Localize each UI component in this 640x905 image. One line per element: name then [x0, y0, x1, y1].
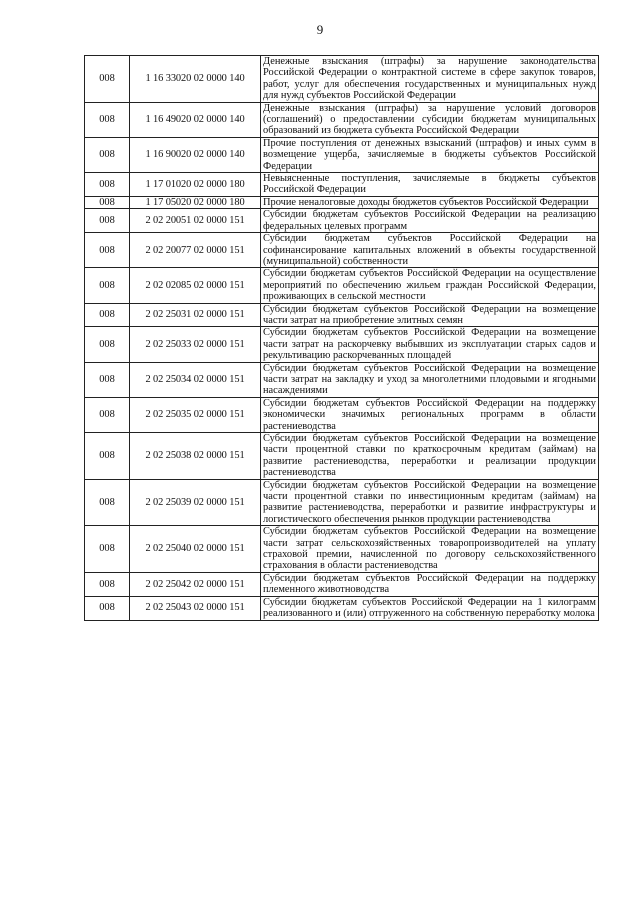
kbk-code-cell: 1 17 01020 02 0000 180 — [130, 173, 261, 197]
kbk-code-cell: 1 16 90020 02 0000 140 — [130, 137, 261, 172]
revenue-name-cell: Субсидии бюджетам субъектов Российской Федерации на осуществление мероприятий по обеспечению жильем граждан Российской Федерации, проживающих в сельской местности — [261, 268, 599, 303]
table-row — [85, 196, 599, 208]
admin-code-cell: 008 — [85, 196, 130, 208]
revenue-name-cell: Денежные взыскания (штрафы) за нарушение условий договоров (соглашений) о предоставлении субсидии бюджетам муниципальных образований из бюджета субъекта Российской Федерации — [261, 102, 599, 137]
table-row — [85, 173, 599, 197]
kbk-code-cell: 2 02 25034 02 0000 151 — [130, 362, 261, 397]
revenue-name-cell: Субсидии бюджетам субъектов Российской Федерации на поддержку экономически значимых региональных программ в области растениеводства — [261, 397, 599, 432]
revenue-name-cell: Субсидии бюджетам субъектов Российской Федерации на возмещение части процентной ставки по инвестиционным кредитам (займам) на развитие растениеводства, переработки и развитие инфраструктуры и логистического обеспечения рынков продукции растениеводства — [261, 479, 599, 526]
table-row — [85, 479, 599, 526]
kbk-code-cell: 2 02 02085 02 0000 151 — [130, 268, 261, 303]
revenue-name-cell: Субсидии бюджетам субъектов Российской Федерации на 1 килограмм реализованного и (или) отгруженного на собственную переработку молока — [261, 596, 599, 620]
admin-code-cell: 008 — [85, 303, 130, 327]
revenue-name-cell: Субсидии бюджетам субъектов Российской Федерации на возмещение части затрат на закладку и уход за многолетними плодовыми и ягодными насаждениями — [261, 362, 599, 397]
admin-code-cell: 008 — [85, 173, 130, 197]
table-row — [85, 572, 599, 596]
admin-code-cell: 008 — [85, 268, 130, 303]
revenue-name-cell: Субсидии бюджетам субъектов Российской Федерации на возмещение части затрат сельскохозяйственных товаропроизводителей на уплату страховой премии, начисленной по договору сельскохозяйственного страхования в области растениеводства — [261, 526, 599, 573]
kbk-code-cell: 2 02 25033 02 0000 151 — [130, 327, 261, 362]
admin-code-cell: 008 — [85, 102, 130, 137]
admin-code-cell: 008 — [85, 572, 130, 596]
table-row — [85, 209, 599, 233]
table-row — [85, 596, 599, 620]
table-row — [85, 327, 599, 362]
kbk-code-cell: 1 16 33020 02 0000 140 — [130, 56, 261, 103]
admin-code-cell: 008 — [85, 479, 130, 526]
kbk-code-cell: 1 17 05020 02 0000 180 — [130, 196, 261, 208]
admin-code-cell: 008 — [85, 327, 130, 362]
admin-code-cell: 008 — [85, 433, 130, 480]
admin-code-cell: 008 — [85, 209, 130, 233]
kbk-code-cell: 2 02 25040 02 0000 151 — [130, 526, 261, 573]
admin-code-cell: 008 — [85, 526, 130, 573]
table-row — [85, 268, 599, 303]
page-number: 9 — [316, 22, 324, 37]
kbk-code-cell: 2 02 20051 02 0000 151 — [130, 209, 261, 233]
table-row — [85, 433, 599, 480]
admin-code-cell: 008 — [85, 362, 130, 397]
table-body — [85, 56, 599, 621]
kbk-code-cell: 2 02 20077 02 0000 151 — [130, 233, 261, 268]
kbk-code-cell: 1 16 49020 02 0000 140 — [130, 102, 261, 137]
kbk-code-cell: 2 02 25042 02 0000 151 — [130, 572, 261, 596]
table-row — [85, 303, 599, 327]
revenue-name-cell: Невыясненные поступления, зачисляемые в бюджеты субъектов Российской Федерации — [261, 173, 599, 197]
revenue-name-cell: Субсидии бюджетам субъектов Российской Федерации на реализацию федеральных целевых программ — [261, 209, 599, 233]
revenue-codes-table — [84, 55, 599, 621]
table-row — [85, 102, 599, 137]
table-row — [85, 56, 599, 103]
kbk-code-cell: 2 02 25043 02 0000 151 — [130, 596, 261, 620]
revenue-name-cell: Денежные взыскания (штрафы) за нарушение законодательства Российской Федерации о контрактной системе в сфере закупок товаров, работ, услуг для обеспечения государственных и муниципальных нужд для нужд субъектов Российской Федерации — [261, 56, 599, 103]
admin-code-cell: 008 — [85, 397, 130, 432]
table-row — [85, 233, 599, 268]
revenue-name-cell: Прочие неналоговые доходы бюджетов субъектов Российской Федерации — [261, 196, 599, 208]
table-row — [85, 397, 599, 432]
table-row — [85, 526, 599, 573]
revenue-name-cell: Субсидии бюджетам субъектов Российской Федерации на возмещение части процентной ставки по краткосрочным кредитам (займам) на развитие растениеводства, переработки и реализации продукции растениеводства — [261, 433, 599, 480]
kbk-code-cell: 2 02 25035 02 0000 151 — [130, 397, 261, 432]
revenue-name-cell: Субсидии бюджетам субъектов Российской Федерации на поддержку племенного животноводства — [261, 572, 599, 596]
kbk-code-cell: 2 02 25038 02 0000 151 — [130, 433, 261, 480]
kbk-code-cell: 2 02 25031 02 0000 151 — [130, 303, 261, 327]
admin-code-cell: 008 — [85, 596, 130, 620]
revenue-name-cell: Прочие поступления от денежных взысканий (штрафов) и иных сумм в возмещение ущерба, зачисляемые в бюджеты субъектов Российской Федерации — [261, 137, 599, 172]
admin-code-cell: 008 — [85, 233, 130, 268]
admin-code-cell: 008 — [85, 137, 130, 172]
admin-code-cell: 008 — [85, 56, 130, 103]
revenue-name-cell: Субсидии бюджетам субъектов Российской Федерации на возмещение части затрат на приобретение элитных семян — [261, 303, 599, 327]
kbk-code-cell: 2 02 25039 02 0000 151 — [130, 479, 261, 526]
revenue-name-cell: Субсидии бюджетам субъектов Российской Федерации на возмещение части затрат на раскорчевку выбывших из эксплуатации старых садов и рекультивацию раскорчеванных площадей — [261, 327, 599, 362]
table-row — [85, 362, 599, 397]
revenue-name-cell: Субсидии бюджетам субъектов Российской Федерации на софинансирование капитальных вложений в объекты государственной (муниципальной) собственности — [261, 233, 599, 268]
table-row — [85, 137, 599, 172]
